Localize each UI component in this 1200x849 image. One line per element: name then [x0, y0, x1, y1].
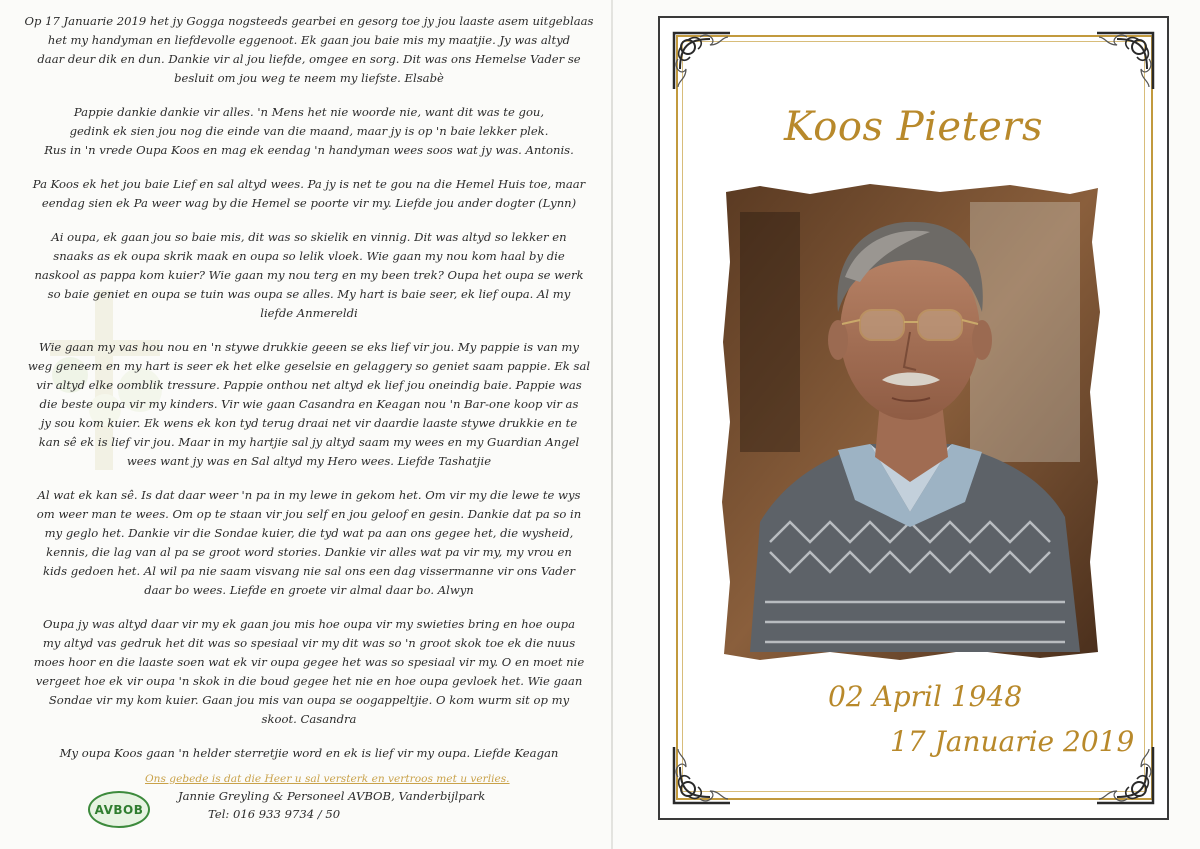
ornamental-corner-icon	[670, 29, 734, 93]
cover-card	[658, 16, 1169, 820]
tribute-message: Ai oupa, ek gaan jou so baie mis, dit was so skielik en vinnig. Dit was altyd so lekker en snaaks as ek oupa skrik maak en oupa so lelik vloek. Wie gaan my nou kom haal by die naskool as pappa kom kuier? Wie gaan my nou terg en my been trek? Oupa het oupa se werk so baie geniet en oupa se tuin was oupa se alles. My hart is baie seer, ek lief oupa. Al my liefde Anmereldi	[34, 230, 584, 320]
portrait-image	[720, 182, 1102, 664]
ornamental-corner-icon	[670, 743, 734, 807]
avbob-logo: AVBOB	[88, 791, 150, 828]
deceased-name: Koos Pieters	[784, 104, 1043, 150]
date-of-death: 17 Januarie 2019	[890, 725, 1135, 758]
closing-verse: Ons gebede is dat die Heer u sal versterk en vertroos met u verlies.	[145, 773, 510, 785]
tribute-message: Op 17 Januarie 2019 het jy Gogga nogsteeds gearbei en gesorg toe jy jou laaste asem uitgeblaas het my handyman en liefdevolle eggenoot. Ek gaan jou baie mis my maatjie. Jy was altyd daar deur dik en dun. Dankie vir al jou liefde, omgee en sorg. Dit was ons Hemelse Vader se besluit om jou weg te neem my liefste. Elsabè	[24, 14, 594, 85]
tribute-message: Oupa jy was altyd daar vir my ek gaan jou mis hoe oupa vir my swieties bring en hoe oupa my altyd vas gedruk het dit was so spesiaal vir my dit was so 'n groot skok toe ek die nuus moes hoor en die laaste soen wat ek vir oupa gegee het was so spesiaal vir my. O en moet nie vergeet hoe ek vir oupa 'n skok in die boud gegee het nie en hoe oupa gevloek het. Wie gaan Sondae vir my kom kuier. Gaan jou mis van oupa se oogappeltjie. O kom wurm sit op my skoot. Casandra	[33, 617, 585, 726]
tribute-message: My oupa Koos gaan 'n helder sterretjie word en ek is lief vir my oupa. Liefde Keagan	[59, 746, 559, 760]
tribute-message: Al wat ek kan sê. Is dat daar weer 'n pa in my lewe in gekom het. Om vir my die lewe te wys om weer man te wees. Om op te staan vir jou self en jou geloof en gesin. Dankie dat pa so in my geglo het. Dankie vir die Sondae kuier, die tyd wat pa aan ons gegee het, die wysheid, kennis, die lag van al pa se groot word stories. Dankie vir alles wat pa vir my, my vrou en kids gedoen het. Al wil pa nie saam visvang nie sal ons een dag vissermanne vir ons Vader daar bo wees. Liefde en groete vir almal daar bo. Alwyn	[36, 488, 582, 597]
cover-page	[613, 0, 1200, 849]
undertaker-footer	[0, 770, 610, 840]
portrait-photo	[720, 182, 1102, 664]
undertaker-name: Jannie Greyling & Personeel AVBOB, Vanderbijlpark	[178, 789, 486, 803]
tribute-message: Pa Koos ek het jou baie Lief en sal altyd wees. Pa jy is net te gou na die Hemel Huis toe, maar eendag sien ek Pa weer wag by die Hemel se poorte vir my. Liefde jou ander dogter (Lynn)	[32, 177, 586, 210]
tribute-list	[20, 12, 598, 778]
ornamental-corner-icon	[1093, 29, 1157, 93]
tribute-message: Wie gaan my vas hou nou en 'n stywe drukkie geeen se eks lief vir jou. My pappie is van my weg geneem en my hart is seer ek het elke geselsie en gelaggery so geniet saam pappie. Ek sal vir altyd elke oomblik tressure. Pappie onthou net altyd ek lief jou oneindig baie. Pappie was die beste oupa vir my kinders. Vir wie gaan Casandra en Keagan nou 'n Bar-one koop vir as jy sou kom kuier. Ek wens ek kon tyd terug draai net vir daardie laaste stywe drukkie en te kan sê ek is lief vir jou. Maar in my hartjie sal jy altyd saam my wees en my Guardian Angel wees want jy was en Sal altyd my Hero wees. Liefde Tashatjie	[27, 340, 591, 468]
undertaker-phone: Tel: 016 933 9734 / 50	[208, 807, 341, 821]
date-of-birth: 02 April 1948	[828, 680, 1023, 713]
tribute-message: Pappie dankie dankie vir alles. 'n Mens het nie woorde nie, want dit was te gou, gedink ek sien jou nog die einde van die maand, maar jy is op 'n baie lekker plek. Rus in 'n vrede Oupa Koos en mag ek eendag 'n handyman wees soos wat jy was. Antonis.	[44, 105, 574, 157]
